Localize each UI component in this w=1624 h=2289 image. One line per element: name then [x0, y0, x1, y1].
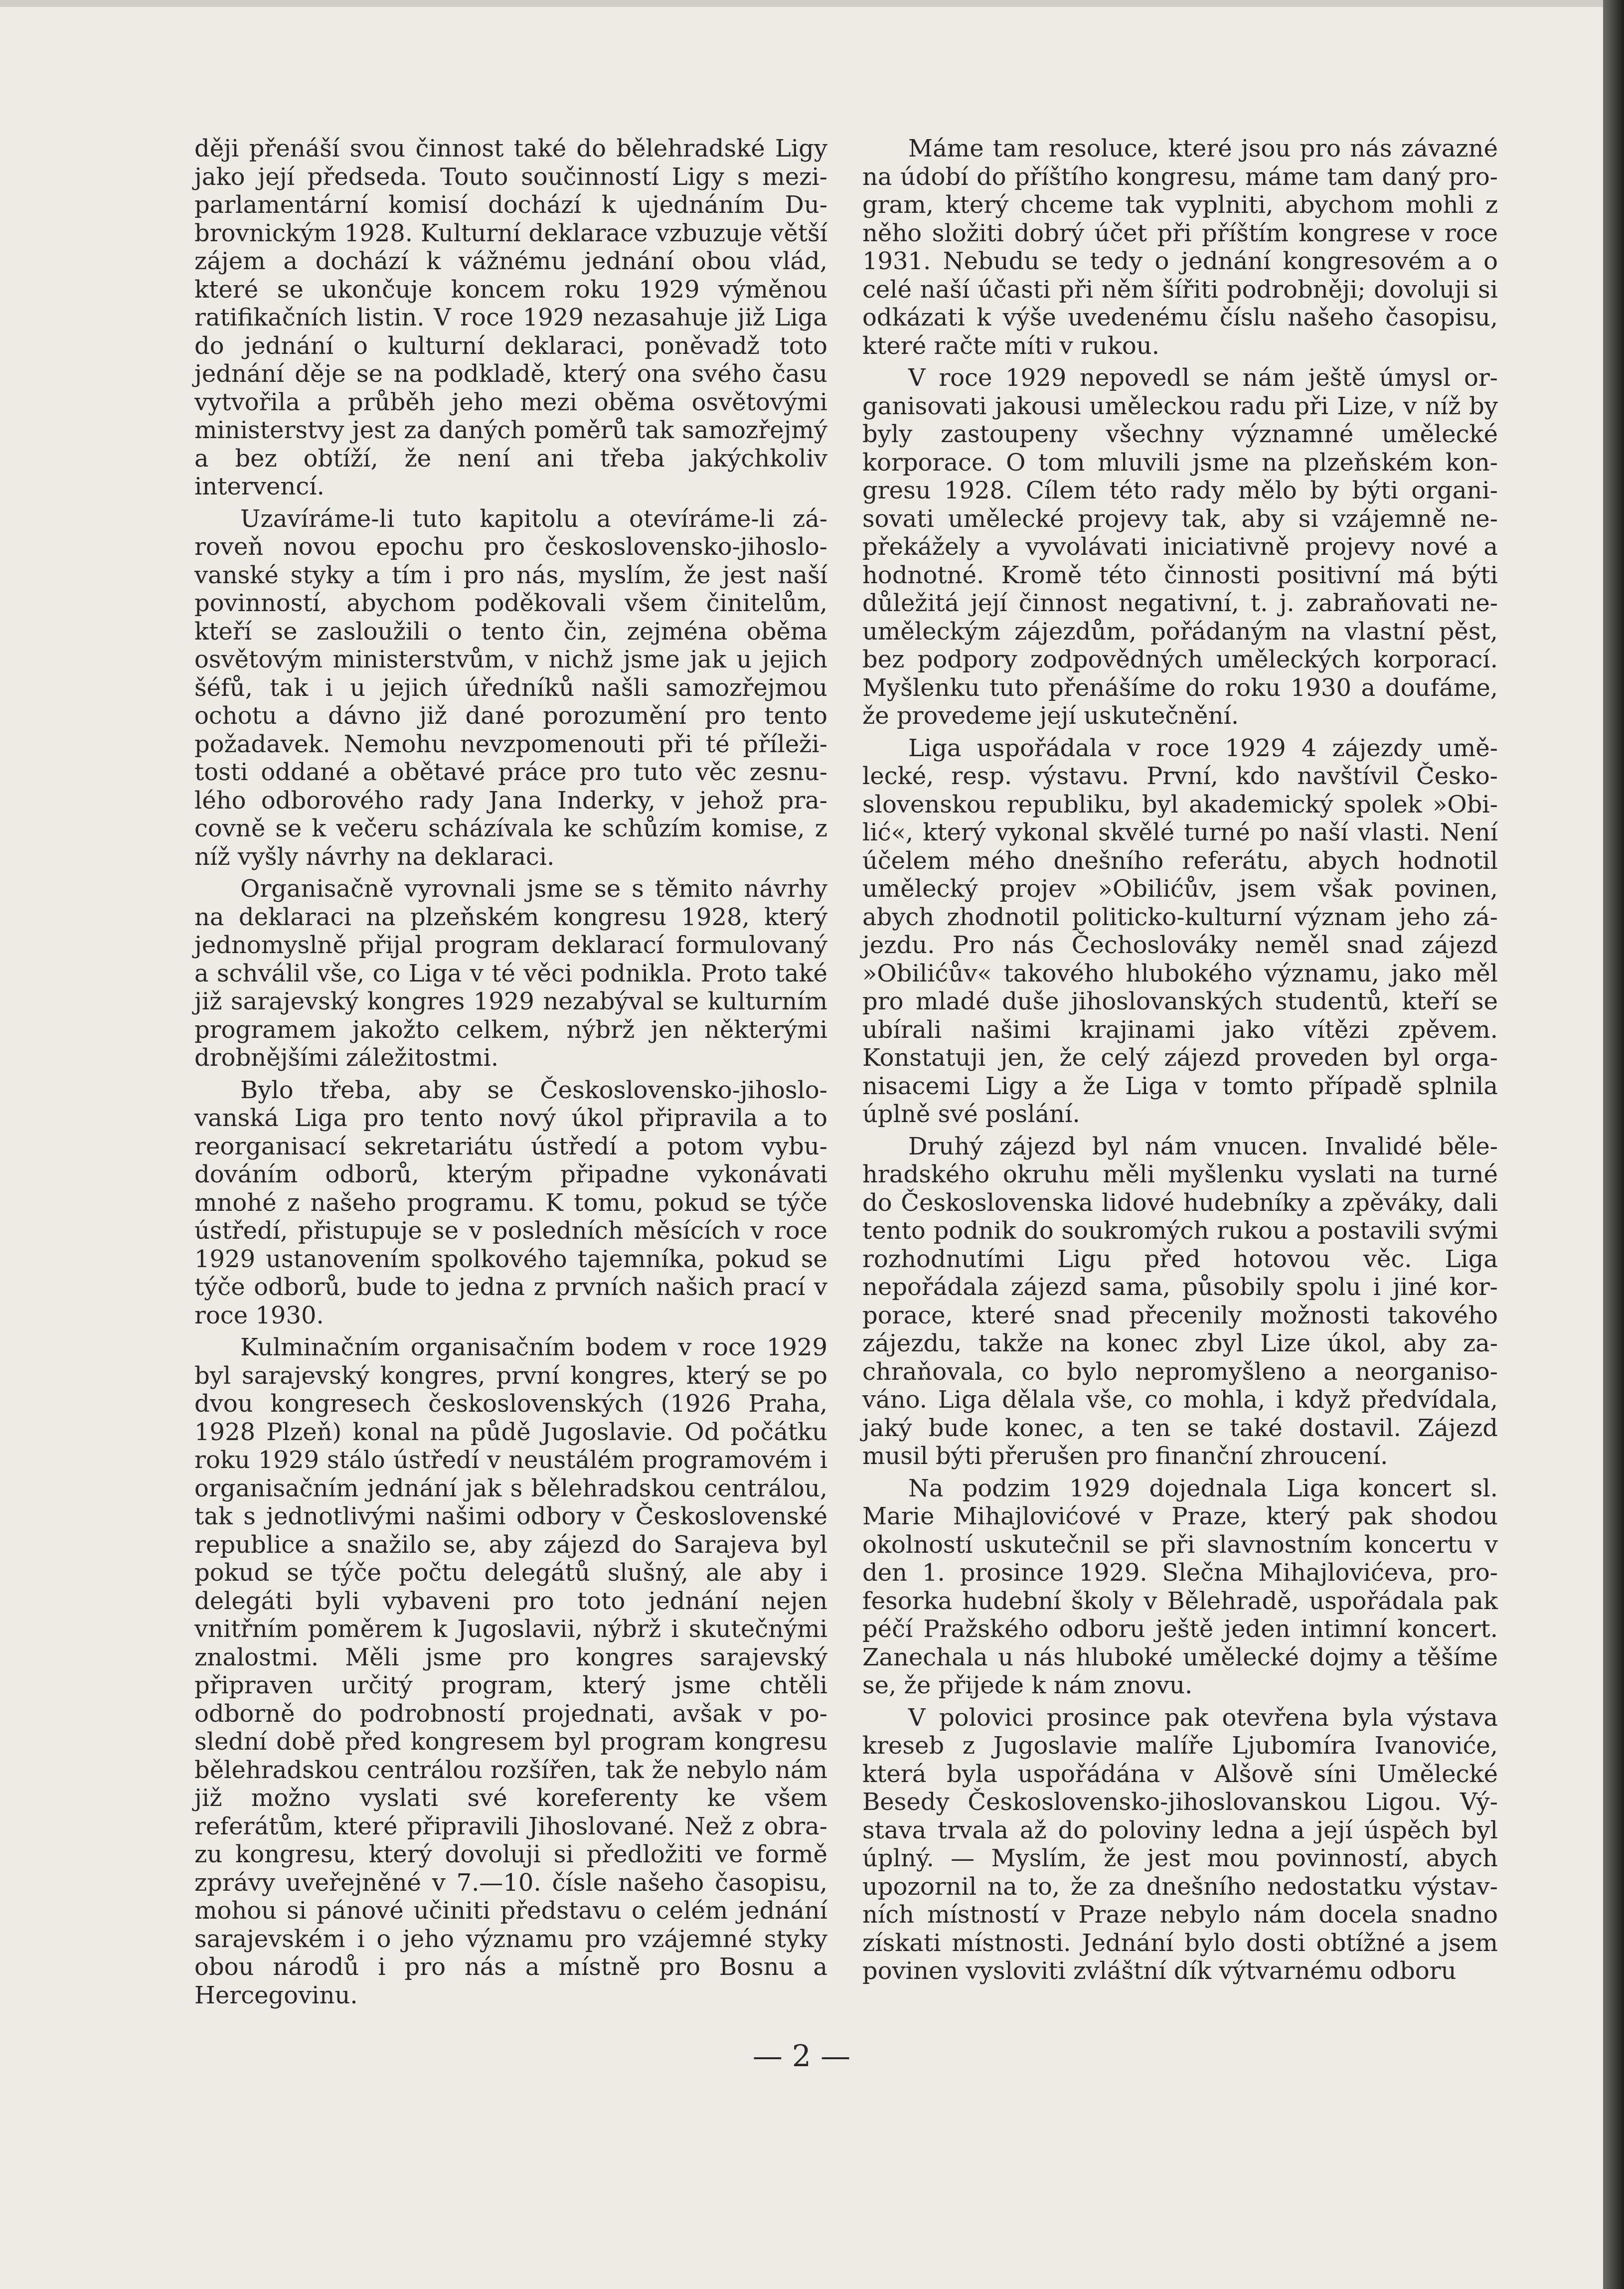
- paragraph: Na podzim 1929 dojednala Liga koncert sl. Marie Mihajlovićové v Praze, který pak shodou okolností uskutečnil se při slavnostním koncertu v den 1. prosince 1929. Slečna Mihajlovićeva, profesorka hudební školy v Bělehradě, uspořádala pak péčí Pražského odboru ještě jeden intimní koncert. Zanechala u nás hluboké umělecké dojmy a těšíme se, že přijede k nám znovu.: [862, 1474, 1498, 1699]
- paragraph: Druhý zájezd byl nám vnucen. Invalidé bělehradského okruhu měli myšlenku vyslati na turné do Československa lidové hudebníky a zpěváky, dali tento podnik do soukromých rukou a postavili svými rozhodnutími Ligu před hotovou věc. Liga nepořádala zájezd sama, působily spolu i jiné korporace, které snad přecenily možnosti takového zájezdu, takže na konec zbyl Lize úkol, aby zachraňovala, co bylo nepromyšleno a neorganisováno. Liga dělala vše, co mohla, i když předvídala, jaký bude konec, a ten se také dostavil. Zájezd musil býti přerušen pro finanční zhroucení.: [862, 1132, 1498, 1470]
- binding-edge: [1603, 0, 1624, 2289]
- paragraph: Máme tam resoluce, které jsou pro nás závazné na údobí do příštího kongresu, máme tam daný program, který chceme tak vyplniti, abychom mohli z něho složiti dobrý účet při příštím kongrese v roce 1931. Nebudu se tedy o jednání kongresovém a o celé naší účasti při něm šířiti podrobněji; dovoluji si odkázati k výše uvedenému číslu našeho časopisu, které račte míti v rukou.: [862, 135, 1498, 360]
- left-column: [194, 135, 827, 2013]
- paragraph: Liga uspořádala v roce 1929 4 zájezdy umělecké, resp. výstavu. První, kdo navštívil Československou republiku, byl akademický spolek »Obilić«, který vykonal skvělé turné po naší vlasti. Není účelem mého dnešního referátu, abych hodnotil umělecký projev »Obilićův, jsem však povinen, abych zhodnotil politicko-kulturní význam jeho zájezdu. Pro nás Čechoslováky neměl snad zájezd »Obilićův« takového hlubokého významu, jako měl pro mladé duše jihoslovanských studentů, kteří se ubírali našimi krajinami jako vítězi zpěvem. Konstatuji jen, že celý zájezd proveden byl organisacemi Ligy a že Liga v tomto případě splnila úplně své poslání.: [862, 734, 1498, 1128]
- page-number: — 2 —: [752, 2039, 851, 2074]
- paragraph: V polovici prosince pak otevřena byla výstava kreseb z Jugoslavie malíře Ljubomíra Ivanoviće, která byla uspořádána v Alšově síni Umělecké Besedy Československo-jihoslovanskou Ligou. Výstava trvala až do poloviny ledna a její úspěch byl úplný. — Myslím, že jest mou povinností, abych upozornil na to, že za dnešního nedostatku výstavních místností v Praze nebylo nám docela snadno získati místnosti. Jednání bylo dosti obtížné a jsem povinen vysloviti zvláštní dík výtvarnému odboru: [862, 1703, 1498, 1985]
- paragraph: Uzavíráme-li tuto kapitolu a otevíráme-li zároveň novou epochu pro československo-jihoslovanské styky a tím i pro nás, myslím, že jest naší povinností, abychom poděkovali všem činitelům, kteří se zasloužili o tento čin, zejména oběma osvětovým ministerstvům, v nichž jsme jak u jejich šéfů, tak i u jejich úředníků našli samozřejmou ochotu a dávno již dané porozumění pro tento požadavek. Nemohu nevzpomenouti při té příležitosti oddané a obětavé práce pro tuto věc zesnulého odborového rady Jana Inderky, v jehož pracovně se k večeru scházívala ke schůzím komise, z níž vyšly návrhy na deklaraci.: [194, 504, 827, 871]
- paragraph: V roce 1929 nepovedl se nám ještě úmysl organisovati jakousi uměleckou radu při Lize, v níž by byly zastoupeny všechny významné umělecké korporace. O tom mluvili jsme na plzeňském kongresu 1928. Cílem této rady mělo by býti organisovati umělecké projevy tak, aby si vzájemně nepřekážely a vyvolávati iniciativně projevy nové a hodnotné. Kromě této činnosti positivní má býti důležitá její činnost negativní, t. j. zabraňovati neuměleckým zájezdům, pořádaným na vlastní pěst, bez podpory zodpovědných uměleckých korporací. Myšlenku tuto přenášíme do roku 1930 a doufáme, že provedeme její uskutečnění.: [862, 364, 1498, 730]
- paragraph: ději přenáší svou činnost také do bělehradské Ligy jako její předseda. Touto součinností Ligy s meziparlamentární komisí dochází k ujednáním Dubrovnickým 1928. Kulturní deklarace vzbuzuje větší zájem a dochází k vážnému jednání obou vlád, které se ukončuje koncem roku 1929 výměnou ratifikačních listin. V roce 1929 nezasahuje již Liga do jednání o kulturní deklaraci, poněvadž toto jednání děje se na podkladě, který ona svého času vytvořila a průběh jeho mezi oběma osvětovými ministerstvy jest za daných poměrů tak samozřejmý a bez obtíží, že není ani třeba jakýchkoliv intervencí.: [194, 135, 827, 500]
- paragraph: Kulminačním organisačním bodem v roce 1929 byl sarajevský kongres, první kongres, který se po dvou kongresech československých (1926 Praha, 1928 Plzeň) konal na půdě Jugoslavie. Od počátku roku 1929 stálo ústředí v neustálém programovém i organisačním jednání jak s bělehradskou centrálou, tak s jednotlivými našimi odbory v Československé republice a snažilo se, aby zájezd do Sarajeva byl pokud se týče počtu delegátů slušný, ale aby i delegáti byli vybaveni pro toto jednání nejen vnitřním poměrem k Jugoslavii, nýbrž i skutečnými znalostmi. Měli jsme pro kongres sarajevský připraven určitý program, který jsme chtěli odborně do podrobností projednati, avšak v poslední době před kongresem byl program kongresu bělehradskou centrálou rozšířen, tak že nebylo nám již možno vyslati své koreferenty ke všem referátům, které připravili Jihoslované. Než z obrazu kongresu, který dovoluji si předložiti ve formě zprávy uveřejněné v 7.—10. čísle našeho časopisu, mohou si pánové učiniti představu o celém jednání sarajevském i o jeho významu pro vzájemné styky obou národů i pro nás a místně pro Bosnu a Hercegovinu.: [194, 1333, 827, 2009]
- page-top-shade: [0, 0, 1603, 7]
- paragraph: Organisačně vyrovnali jsme se s těmito návrhy na deklaraci na plzeňském kongresu 1928, který jednomyslně přijal program deklarací formulovaný a schválil vše, co Liga v té věci podnikla. Proto také již sarajevský kongres 1929 nezabýval se kulturním programem jakožto celkem, nýbrž jen některými drobnějšími záležitostmi.: [194, 875, 827, 1072]
- paragraph: Bylo třeba, aby se Československo-jihoslovanská Liga pro tento nový úkol připravila a to reorganisací sekretariátu ústředí a potom vybudováním odborů, kterým připadne vykonávati mnohé z našeho programu. K tomu, pokud se týče ústředí, přistupuje se v posledních měsících v roce 1929 ustanovením spolkového tajemníka, pokud se týče odborů, bude to jedna z prvních našich prací v roce 1930.: [194, 1076, 827, 1329]
- right-column: [862, 135, 1498, 1989]
